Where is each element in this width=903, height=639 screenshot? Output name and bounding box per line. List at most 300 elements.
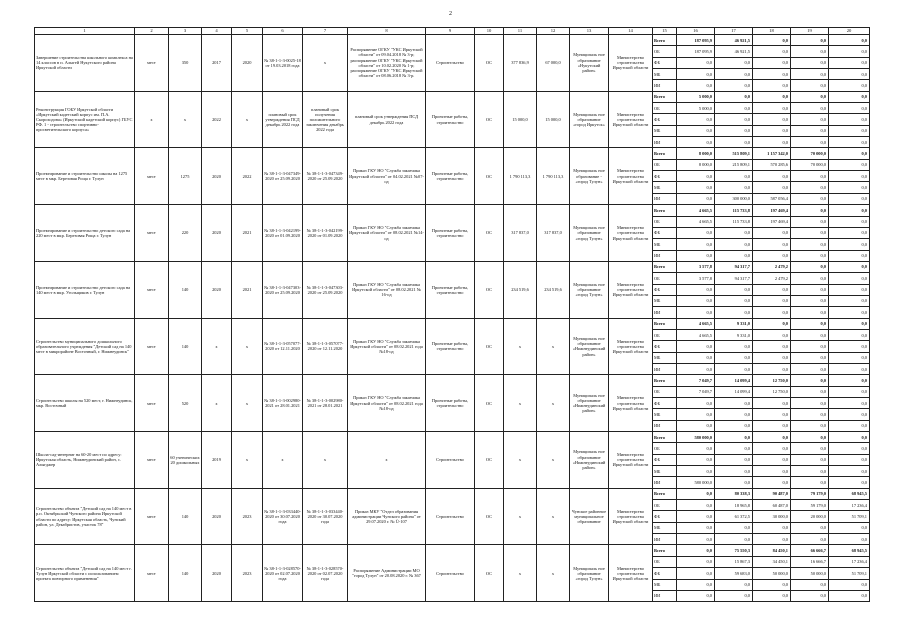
work-type: Строительство <box>426 35 475 92</box>
funding-source: ОБ <box>653 216 677 227</box>
approval-doc: Распоряжение Администрации МО "город Тулун" от 20.08.2020 г. № 367 <box>348 545 426 602</box>
project-finance-row <box>35 148 870 159</box>
funding-amount: 0,0 <box>753 103 791 114</box>
funding-amount: 68 945,5 <box>829 545 870 556</box>
funding-amount: 0,0 <box>677 295 715 306</box>
funding-amount: 0,0 <box>715 363 753 374</box>
funding-amount: 0,0 <box>829 273 870 284</box>
column-number: 14 <box>609 28 653 35</box>
funding-source: ФБ <box>653 511 677 522</box>
unit-cell: мест <box>135 261 169 318</box>
funding-amount: 0,0 <box>791 409 829 420</box>
estimated-cost: x <box>504 545 537 602</box>
funding-amount: 0,0 <box>791 307 829 318</box>
ministry: Министерство строительства Иркутской области <box>609 318 653 375</box>
funding-amount: 0,0 <box>753 477 791 488</box>
unit-cell: мест <box>135 148 169 205</box>
work-type: Проектные работы, строительство <box>426 91 475 148</box>
funding-amount: 0,0 <box>753 80 791 91</box>
design-doc: № 38-1-1-3-047349-2020 от 25.09.2020 <box>263 148 303 205</box>
project-finance-row <box>35 91 870 102</box>
funding-amount: 0,0 <box>753 522 791 533</box>
funding-amount: 2 479,2 <box>753 261 791 272</box>
project-finance-row <box>35 318 870 329</box>
customer: Муниципаль ное образование «город Тулун» <box>570 261 609 318</box>
funding-amount: 0,0 <box>715 114 753 125</box>
funding-source: ИИ <box>653 534 677 545</box>
customer: Муниципаль ное образование - «город Тулун» <box>570 148 609 205</box>
end-year: x <box>232 318 263 375</box>
funding-amount: 0,0 <box>753 352 791 363</box>
funding-amount: 300 000,0 <box>715 193 753 204</box>
funding-amount: 0,0 <box>791 239 829 250</box>
funding-source: ФБ <box>653 341 677 352</box>
capacity-cell: x <box>169 91 202 148</box>
funding-source: МБ <box>653 182 677 193</box>
funding-amount: 0,0 <box>715 443 753 454</box>
funding-amount: 0,0 <box>791 114 829 125</box>
funding-amount: 0,0 <box>677 522 715 533</box>
funding-source: Всего <box>653 205 677 216</box>
funding-amount: 0,0 <box>791 46 829 57</box>
funding-source: Всего <box>653 545 677 556</box>
expertise-doc: № 38-1-1-3-028570-2020 от 02.07.2020 года <box>303 545 348 602</box>
funding-amount: 0,0 <box>753 182 791 193</box>
design-doc: плановый срок утверждения ПСД декабрь 2022 года <box>263 91 303 148</box>
funding-amount: 0,0 <box>791 80 829 91</box>
project-name: Строительство муниципального дошкольного образовательного учреждения "Детский сад на 140 мест в микрорайоне Восточный, г. Нижнеудинск" <box>35 318 135 375</box>
unit-cell: мест <box>135 375 169 432</box>
funding-amount: 4 665,5 <box>677 216 715 227</box>
funding-amount: 0,0 <box>829 103 870 114</box>
funding-amount: 8 000,0 <box>677 159 715 170</box>
funding-amount: 51 709,1 <box>829 511 870 522</box>
funding-source: ОБ <box>653 103 677 114</box>
funding-source: ИИ <box>653 80 677 91</box>
project-name: Проектирование и строительство детского сада на 220 мест в мкр. Березовая Роща г. Тулун <box>35 205 135 262</box>
funding-amount: 3 577,8 <box>677 261 715 272</box>
funding-amount: 0,0 <box>791 193 829 204</box>
funding-amount: 0,0 <box>715 352 753 363</box>
funding-amount: 0,0 <box>715 91 753 102</box>
work-type: Проектные работы, строительство <box>426 375 475 432</box>
funding-amount: 0,0 <box>715 239 753 250</box>
funding-amount: 0,0 <box>829 443 870 454</box>
funding-amount: 0,0 <box>829 69 870 80</box>
funding-amount: 0,0 <box>791 534 829 545</box>
estimated-cost: 317 837,0 <box>504 205 537 262</box>
start-year: 2020 <box>202 261 232 318</box>
funding-amount: 0,0 <box>715 579 753 590</box>
unit-cell: мест <box>135 488 169 545</box>
funding-amount: 0,0 <box>677 579 715 590</box>
funding-amount: 0,0 <box>677 545 715 556</box>
approval-doc: Приказ ГКУ НО "Служба заказчика Иркутской области" от 08.02.2021 № 16-од <box>348 261 426 318</box>
estimated-cost: x <box>504 432 537 489</box>
end-year: x <box>232 375 263 432</box>
funding-amount: 515 809,1 <box>715 148 753 159</box>
funding-amount: 0,0 <box>791 295 829 306</box>
remaining-cost: x <box>537 488 570 545</box>
funding-amount: 4 665,5 <box>677 329 715 340</box>
start-year: 2020 <box>202 205 232 262</box>
funding-amount: 0,0 <box>753 341 791 352</box>
funding-source: ИИ <box>653 307 677 318</box>
funding-amount: 0,0 <box>715 57 753 68</box>
funding-amount: 0,0 <box>829 46 870 57</box>
funding-amount: 20 000,0 <box>791 511 829 522</box>
funding-amount: 0,0 <box>753 239 791 250</box>
funding-amount: 0,0 <box>753 329 791 340</box>
funding-amount: 0,0 <box>791 205 829 216</box>
funding-amount: 0,0 <box>715 137 753 148</box>
funding-source: ИИ <box>653 420 677 431</box>
remaining-cost: 1 790 113,3 <box>537 148 570 205</box>
funding-amount: 84 450,1 <box>753 545 791 556</box>
funding-source: МБ <box>653 69 677 80</box>
column-number: 17 <box>715 28 753 35</box>
start-year: 2020 <box>202 148 232 205</box>
funding-amount: 0,0 <box>791 443 829 454</box>
funding-source: Всего <box>653 432 677 443</box>
funding-source: ИИ <box>653 363 677 374</box>
funding-amount: 79 179,0 <box>791 488 829 499</box>
approval-doc: Приказ ГКУ НО "Служба заказчика Иркутской области" от 08.02.2021 года №18-од <box>348 318 426 375</box>
remaining-cost: x <box>537 545 570 602</box>
fund-type: ОС <box>475 205 504 262</box>
funding-amount: 0,0 <box>715 307 753 318</box>
funding-amount: 0,0 <box>677 420 715 431</box>
funding-amount: 0,0 <box>829 125 870 136</box>
design-doc: № 38-1-1-3-047303-2020 от 25.09.2020 <box>263 261 303 318</box>
column-number-row <box>35 28 870 35</box>
funding-amount: 0,0 <box>829 590 870 601</box>
funding-amount: 0,0 <box>677 443 715 454</box>
funding-amount: 0,0 <box>715 295 753 306</box>
funding-amount: 0,0 <box>829 137 870 148</box>
funding-amount: 0,0 <box>715 420 753 431</box>
funding-amount: 46 921,5 <box>715 35 753 46</box>
fund-type: ОС <box>475 318 504 375</box>
funding-source: ФБ <box>653 227 677 238</box>
investment-projects-table <box>34 27 870 602</box>
capacity-cell: 520 <box>169 375 202 432</box>
column-number: 20 <box>829 28 870 35</box>
project-finance-row <box>35 432 870 443</box>
expertise-doc: № 38-1-1-3-033440-2020 от 30.07.2020 года <box>303 488 348 545</box>
funding-source: ОБ <box>653 273 677 284</box>
funding-amount: 16 666,7 <box>791 556 829 567</box>
ministry: Министерство строительства Иркутской области <box>609 148 653 205</box>
funding-amount: 0,0 <box>677 500 715 511</box>
funding-source: МБ <box>653 409 677 420</box>
estimated-cost: x <box>504 318 537 375</box>
funding-amount: 0,0 <box>829 318 870 329</box>
end-year: 2020 <box>232 35 263 92</box>
funding-amount: 0,0 <box>677 466 715 477</box>
approval-doc: Приказ ГКУ НО "Служба заказчика Иркутской области" от 08.02.2021 года №18-од <box>348 375 426 432</box>
funding-amount: 0,0 <box>791 352 829 363</box>
approval-doc: Приказ ГКУ НО "Служба заказчика Иркутской области" от 04.02.2021 №07-од <box>348 148 426 205</box>
start-year: 2020 <box>202 488 232 545</box>
column-number: 5 <box>232 28 263 35</box>
funding-amount: 46 921,5 <box>715 46 753 57</box>
end-year: 2023 <box>232 488 263 545</box>
funding-amount: 0,0 <box>715 103 753 114</box>
funding-amount: 0,0 <box>829 341 870 352</box>
funding-amount: 15 867,3 <box>715 556 753 567</box>
unit-cell: x <box>135 91 169 148</box>
funding-amount: 0,0 <box>829 80 870 91</box>
customer: Муниципаль ное образование «город Тулун» <box>570 545 609 602</box>
funding-amount: 14 099,4 <box>715 375 753 386</box>
column-number: 3 <box>169 28 202 35</box>
funding-amount: 17 236,4 <box>829 556 870 567</box>
funding-amount: 0,0 <box>753 57 791 68</box>
funding-source: Всего <box>653 35 677 46</box>
funding-amount: 0,0 <box>791 171 829 182</box>
funding-source: ФБ <box>653 568 677 579</box>
funding-amount: 0,0 <box>791 216 829 227</box>
project-name: Строительство объекта "Детский сад на 140 мест г. Тулун Иркутской области с использованием проекта повторного применения" <box>35 545 135 602</box>
project-name: Строительство объекта "Детский сад на 140 мест в р.п. Октябрьский Чунского района Иркутской области по адресу: Иркутская область, Чунский район, ул. Декабристов, участок 78" <box>35 488 135 545</box>
funding-source: ФБ <box>653 114 677 125</box>
funding-amount: 0,0 <box>677 284 715 295</box>
funding-amount: 0,0 <box>791 341 829 352</box>
funding-source: ОБ <box>653 500 677 511</box>
funding-amount: 587 056,4 <box>753 193 791 204</box>
funding-amount: 0,0 <box>791 273 829 284</box>
funding-amount: 0,0 <box>829 432 870 443</box>
funding-amount: 17 236,4 <box>829 500 870 511</box>
funding-amount: 0,0 <box>829 35 870 46</box>
column-number: 18 <box>753 28 791 35</box>
estimated-cost: 234 519,6 <box>504 261 537 318</box>
funding-amount: 30 000,0 <box>753 511 791 522</box>
funding-amount: 68 945,5 <box>829 488 870 499</box>
end-year: 2021 <box>232 261 263 318</box>
funding-amount: 0,0 <box>753 432 791 443</box>
ministry: Министерство строительства Иркутской области <box>609 432 653 489</box>
funding-amount: 0,0 <box>791 91 829 102</box>
ministry: Министерство строительства Иркутской области <box>609 205 653 262</box>
ministry: Министерство строительства Иркутской области <box>609 261 653 318</box>
funding-source: Всего <box>653 318 677 329</box>
capacity-cell: 140 <box>169 318 202 375</box>
funding-amount: 0,0 <box>829 239 870 250</box>
funding-amount: 0,0 <box>829 352 870 363</box>
funding-amount: 0,0 <box>677 57 715 68</box>
funding-source: ИИ <box>653 193 677 204</box>
fund-type: ОС <box>475 375 504 432</box>
funding-amount: 0,0 <box>677 69 715 80</box>
funding-amount: 0,0 <box>791 466 829 477</box>
funding-amount: 14 099,4 <box>715 386 753 397</box>
funding-amount: 0,0 <box>677 171 715 182</box>
funding-amount: 0,0 <box>677 193 715 204</box>
approval-doc: x <box>348 432 426 489</box>
column-number: 13 <box>570 28 609 35</box>
customer: Чунское районное муниципальное образование <box>570 488 609 545</box>
end-year: 2022 <box>232 148 263 205</box>
funding-amount: 580 000,0 <box>677 477 715 488</box>
unit-cell: мест <box>135 318 169 375</box>
funding-amount: 0,0 <box>829 216 870 227</box>
remaining-cost: x <box>537 318 570 375</box>
funding-amount: 0,0 <box>791 125 829 136</box>
funding-amount: 75 550,3 <box>715 545 753 556</box>
funding-amount: 0,0 <box>753 69 791 80</box>
funding-amount: 0,0 <box>753 590 791 601</box>
customer: Муниципаль ное образование «Нижнеудинский район» <box>570 375 609 432</box>
funding-amount: 0,0 <box>715 477 753 488</box>
funding-amount: 0,0 <box>829 91 870 102</box>
design-doc: № 38-1-1-3-0025-18 от 19.03.2018 года <box>263 35 303 92</box>
funding-amount: 0,0 <box>829 534 870 545</box>
expertise-doc: № 38-1-1-3-047303-2020 от 25.09.2020 <box>303 261 348 318</box>
work-type: Строительство <box>426 488 475 545</box>
funding-amount: 70 000,0 <box>791 148 829 159</box>
funding-source: МБ <box>653 522 677 533</box>
funding-amount: 0,0 <box>829 398 870 409</box>
project-finance-row <box>35 35 870 46</box>
funding-amount: 0,0 <box>829 250 870 261</box>
funding-source: ФБ <box>653 171 677 182</box>
funding-amount: 0,0 <box>829 522 870 533</box>
funding-amount: 0,0 <box>677 398 715 409</box>
funding-amount: 0,0 <box>829 182 870 193</box>
funding-amount: 0,0 <box>829 227 870 238</box>
ministry: Министерство строительства Иркутской области <box>609 488 653 545</box>
design-doc: № 38-1-1-3-033440-2020 от 30.07.2020 года <box>263 488 303 545</box>
project-finance-row <box>35 488 870 499</box>
funding-amount: 0,0 <box>791 579 829 590</box>
funding-amount: 3 577,8 <box>677 273 715 284</box>
funding-amount: 0,0 <box>791 329 829 340</box>
funding-amount: 0,0 <box>791 182 829 193</box>
customer: Муниципаль ное образование «город Иркутск» <box>570 91 609 148</box>
funding-amount: 12 750,0 <box>753 386 791 397</box>
funding-amount: 0,0 <box>677 227 715 238</box>
expertise-doc: № 38-1-1-3-057077-2020 от 12.11.2020 <box>303 318 348 375</box>
funding-amount: 0,0 <box>677 182 715 193</box>
expertise-doc: x <box>303 432 348 489</box>
funding-amount: 0,0 <box>829 171 870 182</box>
capacity-cell: 220 <box>169 205 202 262</box>
funding-amount: 0,0 <box>791 590 829 601</box>
project-name: Строительство школы на 520 мест, г. Нижнеудинск, мкр. Восточный <box>35 375 135 432</box>
funding-amount: 0,0 <box>753 35 791 46</box>
funding-amount: 0,0 <box>677 352 715 363</box>
funding-amount: 0,0 <box>677 488 715 499</box>
funding-amount: 0,0 <box>829 284 870 295</box>
funding-amount: 0,0 <box>715 454 753 465</box>
funding-amount: 0,0 <box>677 125 715 136</box>
remaining-cost: x <box>537 432 570 489</box>
design-doc: № 38-1-1-3-028570-2020 от 02.07.2020 года <box>263 545 303 602</box>
column-number: 12 <box>537 28 570 35</box>
funding-amount: 0,0 <box>715 398 753 409</box>
funding-amount: 9 331,0 <box>715 329 753 340</box>
page-number: 2 <box>449 11 452 17</box>
funding-amount: 0,0 <box>715 341 753 352</box>
funding-source: ФБ <box>653 454 677 465</box>
fund-type: ОС <box>475 488 504 545</box>
funding-amount: 7 049,7 <box>677 386 715 397</box>
funding-source: Всего <box>653 91 677 102</box>
funding-amount: 0,0 <box>715 409 753 420</box>
funding-source: ФБ <box>653 398 677 409</box>
funding-amount: 8 000,0 <box>677 148 715 159</box>
column-number: 8 <box>348 28 426 35</box>
funding-amount: 0,0 <box>829 375 870 386</box>
funding-amount: 0,0 <box>791 477 829 488</box>
fund-type: ОС <box>475 35 504 92</box>
project-finance-row <box>35 205 870 216</box>
funding-amount: 0,0 <box>829 420 870 431</box>
funding-amount: 0,0 <box>715 125 753 136</box>
expertise-doc: плановый срок получения положительного заключения декабрь 2022 года <box>303 91 348 148</box>
funding-amount: 0,0 <box>829 57 870 68</box>
funding-source: ИИ <box>653 590 677 601</box>
column-number: 7 <box>303 28 348 35</box>
end-year: x <box>232 432 263 489</box>
funding-source: МБ <box>653 239 677 250</box>
funding-source: ОБ <box>653 556 677 567</box>
funding-amount: 1 157 342,0 <box>753 148 791 159</box>
funding-source: ИИ <box>653 137 677 148</box>
funding-amount: 0,0 <box>791 318 829 329</box>
funding-amount: 0,0 <box>791 454 829 465</box>
funding-amount: 0,0 <box>791 398 829 409</box>
estimated-cost: x <box>504 375 537 432</box>
funding-amount: 187 095,9 <box>677 35 715 46</box>
project-name: Завершение строительства школьного комплекса на 14 классов в п. Алыгей Нукутского района Иркутской области <box>35 35 135 92</box>
funding-amount: 0,0 <box>677 534 715 545</box>
funding-source: ИИ <box>653 477 677 488</box>
customer: Муниципаль ное образование «Нижнеудинский район» <box>570 318 609 375</box>
funding-amount: 0,0 <box>677 511 715 522</box>
funding-amount: 215 809,1 <box>715 159 753 170</box>
funding-amount: 5 000,0 <box>677 91 715 102</box>
capacity-cell: 140 <box>169 261 202 318</box>
funding-amount: 18 965,8 <box>715 500 753 511</box>
funding-amount: 50 000,0 <box>791 568 829 579</box>
estimated-cost: 377 836,9 <box>504 35 537 92</box>
capacity-cell: 1275 <box>169 148 202 205</box>
funding-amount: 0,0 <box>791 261 829 272</box>
funding-amount: 34 450,1 <box>753 556 791 567</box>
column-number: 19 <box>791 28 829 35</box>
expertise-doc: № 38-1-1-3-047349-2020 от 25.09.2020 <box>303 148 348 205</box>
funding-amount: 0,0 <box>753 534 791 545</box>
funding-source: МБ <box>653 352 677 363</box>
funding-source: МБ <box>653 295 677 306</box>
funding-amount: 5 000,0 <box>677 103 715 114</box>
approval-doc: плановый срок утверждения ПСД декабрь 2022 года <box>348 91 426 148</box>
funding-amount: 0,0 <box>753 250 791 261</box>
funding-amount: 0,0 <box>715 182 753 193</box>
funding-amount: 570 285,6 <box>753 159 791 170</box>
funding-amount: 0,0 <box>829 295 870 306</box>
funding-amount: 0,0 <box>791 284 829 295</box>
remaining-cost: 15 000,0 <box>537 91 570 148</box>
funding-amount: 4 665,5 <box>677 205 715 216</box>
ministry: Министерство строительства Иркутской области <box>609 545 653 602</box>
funding-amount: 4 665,5 <box>677 318 715 329</box>
funding-amount: 0,0 <box>829 329 870 340</box>
expertise-doc: № 38-1-1-3-002980-2021 от 28.01.2021 <box>303 375 348 432</box>
